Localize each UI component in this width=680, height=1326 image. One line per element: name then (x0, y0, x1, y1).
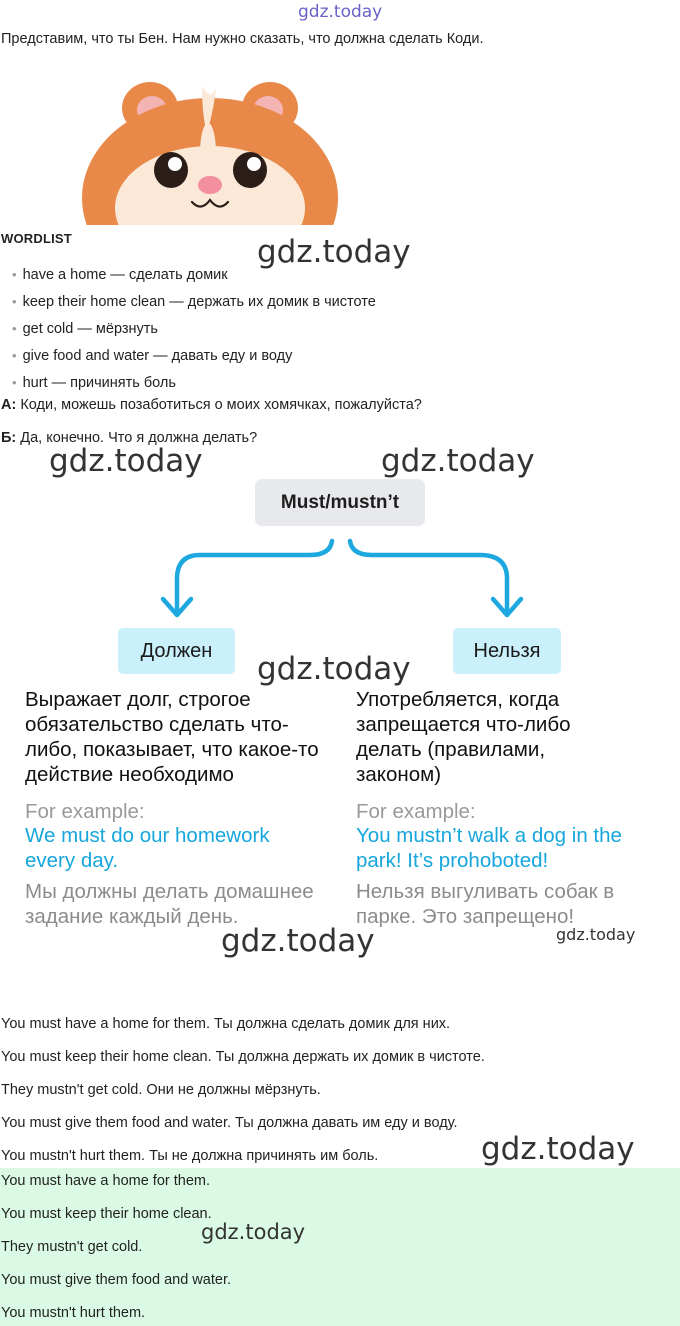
watermark: gdz.today (257, 234, 411, 270)
answer-line: They mustn't get cold. Они не должны мёрзнуть. (1, 1082, 321, 1098)
example-ru-mustnt: Нельзя выгуливать собак в парке. Это запрещено! (356, 880, 615, 928)
answer-line: You mustn't hurt them. Ты не должна причинять им боль. (1, 1148, 379, 1164)
watermark: gdz.today (481, 1131, 635, 1167)
answers-translated (1, 1016, 671, 1166)
list-item: • give food and water — давать еду и воду (12, 346, 376, 373)
diagram-title: Must/mustn’t (255, 479, 425, 526)
intro-text: Представим, что ты Бен. Нам нужно сказать, что должна сделать Коди. (1, 31, 484, 47)
list-item: • get cold — мёрзнуть (12, 319, 376, 346)
answer-line: You must have a home for them. (1, 1173, 211, 1189)
example-label-mustnt: For example: (356, 800, 476, 823)
dialog-line-a (1, 397, 422, 413)
answer-line: You must keep their home clean. (1, 1206, 212, 1222)
hamster-illustration (80, 78, 340, 226)
watermark: gdz.today (201, 1220, 306, 1244)
dialog-text: Да, конечно. Что я должна делать? (16, 430, 258, 446)
dialog-line-b (1, 430, 257, 446)
wordlist (12, 265, 376, 400)
answer-line: You mustn't hurt them. (1, 1305, 146, 1321)
wordlist-title: WORDLIST (1, 231, 72, 246)
answer-line: You must have a home for them. Ты должна сделать домик для них. (1, 1016, 451, 1032)
answers-final (1, 1173, 671, 1323)
speaker-label: А: (1, 397, 17, 413)
speaker-label: Б: (1, 430, 17, 446)
rule-must: Выражает долг, строгое обязательство сделать что-либо, показывает, что какое-то действие необходимо (25, 688, 319, 786)
diagram-arrows (150, 535, 530, 625)
watermark: gdz.today (257, 651, 411, 687)
watermark: gdz.today (221, 923, 375, 959)
example-label-must: For example: (25, 800, 145, 823)
answer-line: You must give them food and water. Ты должна давать им еду и воду. (1, 1115, 458, 1131)
list-item: • have a home — сделать домик (12, 265, 376, 292)
answer-line: You must keep their home clean. Ты должна держать их домик в чистоте. (1, 1049, 485, 1065)
tag-mustnt: Нельзя (453, 628, 561, 674)
list-item: • keep their home clean — держать их домик в чистоте (12, 292, 376, 319)
rule-mustnt: Употребляется, когда запрещается что-либо делать (правилами, законом) (356, 688, 571, 786)
answer-line: They mustn't get cold. (1, 1239, 143, 1255)
example-en-must: We must do our homework every day. (25, 824, 270, 872)
watermark: gdz.today (381, 443, 535, 479)
example-ru-must: Мы должны делать домашнее задание каждый день. (25, 880, 314, 928)
dialog-text: Коди, можешь позаботиться о моих хомячках, пожалуйста? (16, 397, 422, 413)
list-item: • hurt — причинять боль (12, 373, 376, 400)
tag-must: Должен (118, 628, 235, 674)
example-en-mustnt: You mustn’t walk a dog in the park! It’s prohoboted! (356, 824, 622, 872)
watermark: gdz.today (49, 443, 203, 479)
answer-line: You must give them food and water. (1, 1272, 231, 1288)
watermark-top: gdz.today (298, 2, 383, 22)
watermark: gdz.today (556, 925, 636, 944)
